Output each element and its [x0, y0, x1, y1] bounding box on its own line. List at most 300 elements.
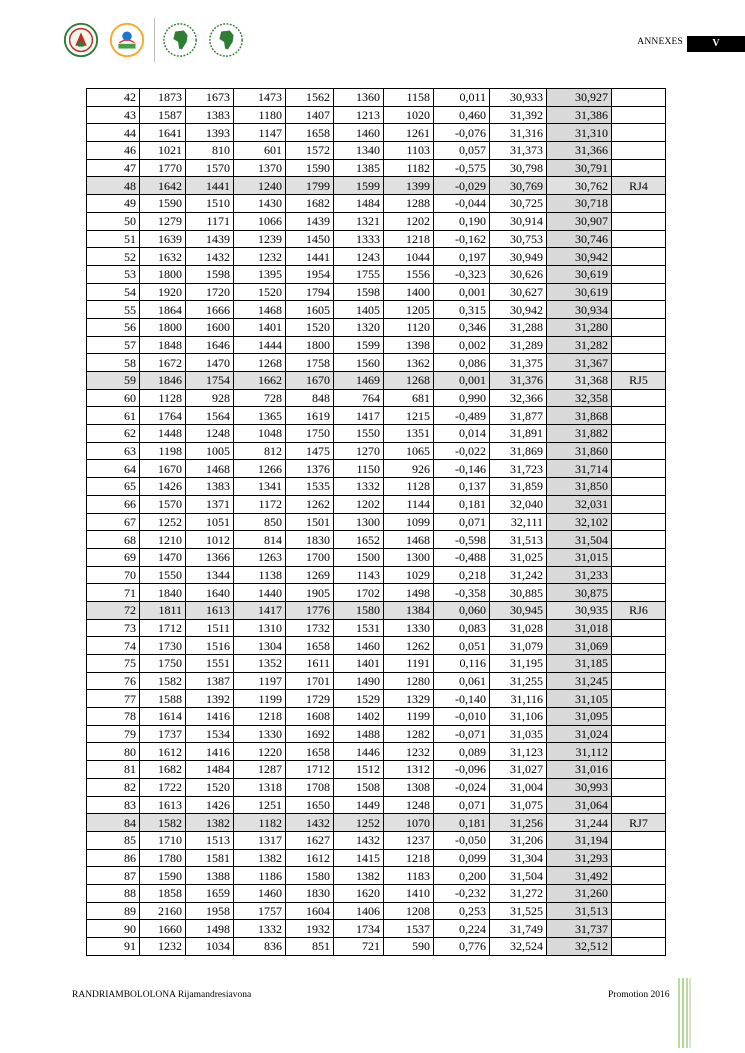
table-cell: 721 [334, 938, 384, 956]
table-row [87, 389, 666, 407]
table-cell-label [612, 106, 666, 124]
table-cell: 1248 [186, 425, 234, 443]
table-cell: 1417 [234, 601, 286, 619]
table-row [87, 230, 666, 248]
table-row [87, 531, 666, 549]
table-cell-label [612, 690, 666, 708]
table-cell: 1199 [384, 708, 434, 726]
table-row [87, 124, 666, 142]
table-cell-label [612, 637, 666, 655]
table-cell: 1932 [286, 920, 334, 938]
table-cell: 31,513 [490, 531, 547, 549]
table-cell: 31,245 [547, 672, 612, 690]
table-cell: 81 [87, 761, 140, 779]
table-cell: 31,194 [547, 831, 612, 849]
page-number-badge: V [687, 36, 745, 52]
table-cell: 31,272 [490, 884, 547, 902]
table-cell: 1398 [384, 336, 434, 354]
table-cell: 1333 [334, 230, 384, 248]
table-cell-label [612, 159, 666, 177]
table-cell: 1613 [186, 601, 234, 619]
table-cell: 1051 [186, 513, 234, 531]
table-cell: 1439 [186, 230, 234, 248]
table-cell: 1599 [334, 336, 384, 354]
table-cell: 1650 [286, 796, 334, 814]
table-cell-label [612, 513, 666, 531]
table-cell: 31,288 [490, 318, 547, 336]
table-cell: 1365 [234, 407, 286, 425]
table-cell: 1710 [140, 831, 186, 849]
table-cell: 0,181 [434, 495, 490, 513]
afdb-africa-logo-icon [161, 21, 199, 59]
table-cell: 1469 [334, 372, 384, 390]
table-cell-label [612, 743, 666, 761]
table-cell: 53 [87, 265, 140, 283]
table-cell: 1580 [286, 867, 334, 885]
table-cell: -0,096 [434, 761, 490, 779]
table-row [87, 195, 666, 213]
table-cell: 1171 [186, 212, 234, 230]
table-cell: 30,619 [547, 283, 612, 301]
table-cell: 1252 [140, 513, 186, 531]
table-cell: 1682 [140, 761, 186, 779]
table-cell: 1143 [334, 566, 384, 584]
table-cell: 1330 [384, 619, 434, 637]
table-cell: 1262 [286, 495, 334, 513]
table-cell-label [612, 566, 666, 584]
table-cell: 1612 [286, 849, 334, 867]
table-cell: 0,011 [434, 89, 490, 107]
table-cell: 1582 [140, 814, 186, 832]
table-cell: 90 [87, 920, 140, 938]
table-cell: 1186 [234, 867, 286, 885]
table-cell: 31,064 [547, 796, 612, 814]
table-cell: 0,002 [434, 336, 490, 354]
table-cell: 1344 [186, 566, 234, 584]
table-cell-label [612, 902, 666, 920]
table-cell: 1473 [234, 89, 286, 107]
table-cell: 681 [384, 389, 434, 407]
table-cell: 51 [87, 230, 140, 248]
table-cell: 1702 [334, 584, 384, 602]
table-cell: 1920 [140, 283, 186, 301]
table-cell: 1490 [334, 672, 384, 690]
table-cell: 31,504 [490, 867, 547, 885]
table-cell: 1732 [286, 619, 334, 637]
table-cell: 1537 [384, 920, 434, 938]
table-cell: 1310 [234, 619, 286, 637]
table-cell: 0,776 [434, 938, 490, 956]
table-cell: 1383 [186, 478, 234, 496]
table-cell: 1341 [234, 478, 286, 496]
table-row [87, 283, 666, 301]
table-cell: 0,014 [434, 425, 490, 443]
table-row [87, 708, 666, 726]
table-cell: 1588 [140, 690, 186, 708]
table-cell: 31,869 [490, 442, 547, 460]
table-cell: 1320 [334, 318, 384, 336]
table-cell: 30,942 [547, 248, 612, 266]
table-cell: 1764 [140, 407, 186, 425]
table-cell: 1385 [334, 159, 384, 177]
table-cell-label [612, 89, 666, 107]
university-seal-icon [62, 21, 100, 59]
table-cell: 32,031 [547, 495, 612, 513]
table-cell: 31,293 [547, 849, 612, 867]
table-cell: 1288 [384, 195, 434, 213]
table-cell: 1232 [384, 743, 434, 761]
table-cell: 1444 [234, 336, 286, 354]
table-cell: 1446 [334, 743, 384, 761]
table-cell: 0,051 [434, 637, 490, 655]
table-cell: 1021 [140, 142, 186, 160]
table-cell: 1261 [384, 124, 434, 142]
table-cell-label [612, 389, 666, 407]
table-row [87, 548, 666, 566]
table-cell: 31,368 [547, 372, 612, 390]
table-cell: 0,086 [434, 354, 490, 372]
table-cell: 1218 [384, 230, 434, 248]
table-cell: 1604 [286, 902, 334, 920]
table-cell: 764 [334, 389, 384, 407]
table-cell-label: RJ7 [612, 814, 666, 832]
table-cell: 1708 [286, 778, 334, 796]
table-cell: 1508 [334, 778, 384, 796]
table-cell: 31,206 [490, 831, 547, 849]
table-cell: 1470 [186, 354, 234, 372]
table-cell: 1448 [140, 425, 186, 443]
table-cell: 1410 [384, 884, 434, 902]
table-cell: -0,140 [434, 690, 490, 708]
table-row [87, 354, 666, 372]
header-logos [62, 18, 253, 62]
table-cell-label [612, 867, 666, 885]
table-cell: 1029 [384, 566, 434, 584]
table-cell: 84 [87, 814, 140, 832]
table-cell: 1858 [140, 884, 186, 902]
table-cell: 0,137 [434, 478, 490, 496]
table-cell: 31,024 [547, 725, 612, 743]
table-cell: 1682 [286, 195, 334, 213]
table-cell: 1780 [140, 849, 186, 867]
table-cell: 31,106 [490, 708, 547, 726]
table-cell-label [612, 301, 666, 319]
table-cell-label [612, 248, 666, 266]
table-cell: 1182 [384, 159, 434, 177]
table-cell: 1332 [234, 920, 286, 938]
table-cell: 31,310 [547, 124, 612, 142]
table-cell: 1484 [186, 761, 234, 779]
table-cell: 1430 [234, 195, 286, 213]
table-cell: 32,111 [490, 513, 547, 531]
table-cell: 1484 [334, 195, 384, 213]
table-cell: 1672 [140, 354, 186, 372]
table-cell: 30,993 [547, 778, 612, 796]
table-cell: 1670 [286, 372, 334, 390]
table-cell: 1958 [186, 902, 234, 920]
institute-logo-icon [108, 21, 146, 59]
table-row [87, 442, 666, 460]
table-cell: 1268 [234, 354, 286, 372]
table-cell: 1564 [186, 407, 234, 425]
table-cell: 1581 [186, 849, 234, 867]
table-cell: 1662 [234, 372, 286, 390]
table-row [87, 212, 666, 230]
table-cell: 32,358 [547, 389, 612, 407]
table-cell: 1382 [186, 814, 234, 832]
table-row [87, 336, 666, 354]
table-row [87, 106, 666, 124]
table-cell: 31,075 [490, 796, 547, 814]
table-row [87, 743, 666, 761]
table-cell: 1269 [286, 566, 334, 584]
table-cell: 32,366 [490, 389, 547, 407]
table-cell: 1191 [384, 655, 434, 673]
table-cell: 89 [87, 902, 140, 920]
table-cell: -0,232 [434, 884, 490, 902]
table-cell: 1415 [334, 849, 384, 867]
table-cell: 31,025 [490, 548, 547, 566]
table-cell: 1199 [234, 690, 286, 708]
table-cell: 52 [87, 248, 140, 266]
table-cell-label [612, 619, 666, 637]
table-cell: 1318 [234, 778, 286, 796]
table-cell: 1658 [286, 743, 334, 761]
table-cell: 30,942 [490, 301, 547, 319]
table-row [87, 761, 666, 779]
table-cell-label [612, 425, 666, 443]
table-cell: 1729 [286, 690, 334, 708]
table-row [87, 637, 666, 655]
table-cell: 1383 [186, 106, 234, 124]
table-cell: 0,057 [434, 142, 490, 160]
table-cell: 851 [286, 938, 334, 956]
table-cell: 1232 [140, 938, 186, 956]
table-cell: 62 [87, 425, 140, 443]
table-cell: 1263 [234, 548, 286, 566]
table-cell: 1701 [286, 672, 334, 690]
table-cell: 1755 [334, 265, 384, 283]
footer-decoration-lines [676, 978, 692, 1048]
table-cell: 42 [87, 89, 140, 107]
table-cell: 31,233 [547, 566, 612, 584]
table-cell: 64 [87, 460, 140, 478]
table-cell: 1570 [140, 495, 186, 513]
table-cell: -0,323 [434, 265, 490, 283]
table-cell: 0,315 [434, 301, 490, 319]
table-cell: 1590 [140, 867, 186, 885]
table-cell: 59 [87, 372, 140, 390]
table-cell-label [612, 265, 666, 283]
table-row [87, 513, 666, 531]
table-cell: 1300 [384, 548, 434, 566]
table-cell: 78 [87, 708, 140, 726]
table-cell: 1218 [234, 708, 286, 726]
table-row [87, 867, 666, 885]
table-cell: 0,001 [434, 283, 490, 301]
table-cell: 61 [87, 407, 140, 425]
table-cell: 1044 [384, 248, 434, 266]
table-cell: 82 [87, 778, 140, 796]
table-cell: -0,488 [434, 548, 490, 566]
table-cell: 1811 [140, 601, 186, 619]
table-cell: 1248 [384, 796, 434, 814]
table-cell: 1658 [286, 637, 334, 655]
table-cell-label [612, 672, 666, 690]
table-cell: 1213 [334, 106, 384, 124]
table-cell: 1400 [384, 283, 434, 301]
table-cell: 1468 [186, 460, 234, 478]
table-cell-label [612, 831, 666, 849]
table-cell: 65 [87, 478, 140, 496]
table-cell: 1646 [186, 336, 234, 354]
table-cell: 1150 [334, 460, 384, 478]
table-row [87, 460, 666, 478]
table-cell: 1304 [234, 637, 286, 655]
table-cell: 74 [87, 637, 140, 655]
table-cell: 848 [286, 389, 334, 407]
table-cell: 1103 [384, 142, 434, 160]
table-cell: 1048 [234, 425, 286, 443]
table-cell: 31,105 [547, 690, 612, 708]
table-cell: 1670 [140, 460, 186, 478]
table-cell: 1642 [140, 177, 186, 195]
table-cell: 0,197 [434, 248, 490, 266]
table-cell: 1632 [140, 248, 186, 266]
table-cell: 31,027 [490, 761, 547, 779]
table-cell-label [612, 708, 666, 726]
table-cell: 1614 [140, 708, 186, 726]
table-cell: 30,718 [547, 195, 612, 213]
table-row [87, 902, 666, 920]
table-cell: 1550 [334, 425, 384, 443]
table-cell: 1750 [286, 425, 334, 443]
table-cell: 1416 [186, 743, 234, 761]
table-row [87, 142, 666, 160]
table-cell: 1535 [286, 478, 334, 496]
table-cell: 1534 [186, 725, 234, 743]
table-cell: 1770 [140, 159, 186, 177]
table-cell: 56 [87, 318, 140, 336]
table-cell: 1510 [186, 195, 234, 213]
table-cell: 31,366 [547, 142, 612, 160]
table-cell: 1332 [334, 478, 384, 496]
table-cell-label [612, 531, 666, 549]
table-cell: 1666 [186, 301, 234, 319]
table-cell: 1776 [286, 601, 334, 619]
table-row [87, 655, 666, 673]
table-cell: 1005 [186, 442, 234, 460]
table-cell-label [612, 336, 666, 354]
table-cell: 31,015 [547, 548, 612, 566]
table-cell: 1399 [384, 177, 434, 195]
table-cell: 1612 [140, 743, 186, 761]
table-cell: 30,927 [547, 89, 612, 107]
table-cell-label [612, 938, 666, 956]
table-cell-label [612, 212, 666, 230]
table-cell: 31,891 [490, 425, 547, 443]
table-cell-label [612, 407, 666, 425]
table-cell: 1401 [334, 655, 384, 673]
table-cell-label [612, 124, 666, 142]
table-cell: 1556 [384, 265, 434, 283]
table-cell: 1382 [234, 849, 286, 867]
table-cell-label [612, 761, 666, 779]
table-cell: 79 [87, 725, 140, 743]
table-cell: 1550 [140, 566, 186, 584]
table-cell: 31,859 [490, 478, 547, 496]
table-cell: 1520 [186, 778, 234, 796]
table-cell: 31,256 [490, 814, 547, 832]
table-cell: 1512 [334, 761, 384, 779]
table-cell: 1280 [384, 672, 434, 690]
table-row [87, 372, 666, 390]
table-cell-label [612, 884, 666, 902]
table-cell: 31,373 [490, 142, 547, 160]
table-cell: 1417 [334, 407, 384, 425]
table-cell: -0,010 [434, 708, 490, 726]
table-cell: 0,083 [434, 619, 490, 637]
table-cell-label [612, 442, 666, 460]
table-cell: 1488 [334, 725, 384, 743]
table-cell: 1330 [234, 725, 286, 743]
table-row [87, 478, 666, 496]
table-cell: -0,024 [434, 778, 490, 796]
table-cell: 1362 [384, 354, 434, 372]
table-cell: 31,714 [547, 460, 612, 478]
table-cell: 1734 [334, 920, 384, 938]
table-cell: 32,524 [490, 938, 547, 956]
table-cell-label [612, 725, 666, 743]
table-cell: 1830 [286, 884, 334, 902]
table-cell: 1312 [384, 761, 434, 779]
logo-divider [154, 18, 155, 62]
table-cell: 30,935 [547, 601, 612, 619]
table-cell: 1460 [334, 124, 384, 142]
table-cell: 1730 [140, 637, 186, 655]
table-cell: -0,358 [434, 584, 490, 602]
table-cell: 31,028 [490, 619, 547, 637]
table-cell: 0,218 [434, 566, 490, 584]
table-cell: 1605 [286, 301, 334, 319]
table-cell: 30,907 [547, 212, 612, 230]
table-cell: 1360 [334, 89, 384, 107]
table-cell: 1513 [186, 831, 234, 849]
table-row [87, 796, 666, 814]
table-cell: 1641 [140, 124, 186, 142]
table-cell: 1405 [334, 301, 384, 319]
table-cell: 1432 [334, 831, 384, 849]
table-cell: 1905 [286, 584, 334, 602]
table-cell: 590 [384, 938, 434, 956]
table-cell: 1210 [140, 531, 186, 549]
table-cell: 30,619 [547, 265, 612, 283]
table-cell: 1237 [384, 831, 434, 849]
table-cell: 1440 [234, 584, 286, 602]
table-cell: 1660 [140, 920, 186, 938]
table-cell: 1251 [234, 796, 286, 814]
table-cell: 31,016 [547, 761, 612, 779]
table-cell-label [612, 548, 666, 566]
table-cell: 1393 [186, 124, 234, 142]
table-row [87, 831, 666, 849]
table-row [87, 938, 666, 956]
table-cell: 1551 [186, 655, 234, 673]
table-cell: 1757 [234, 902, 286, 920]
table-cell: 30,934 [547, 301, 612, 319]
data-table [86, 88, 666, 956]
table-cell: 31,289 [490, 336, 547, 354]
